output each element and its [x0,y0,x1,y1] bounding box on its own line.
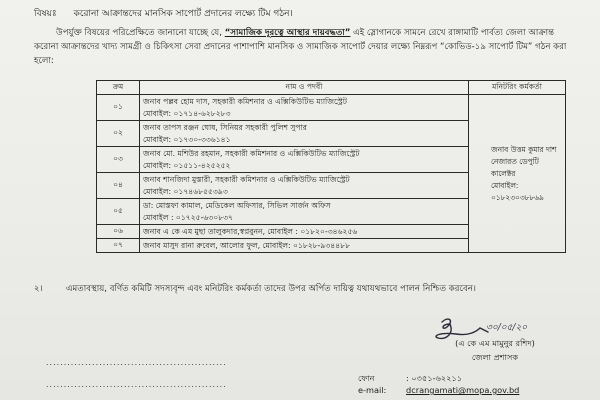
closing-number: ২। [34,284,43,294]
row-serial: ০২ [97,121,140,147]
intro-paragraph [34,26,568,68]
member-name: জনাব মাসুদ রানা রুবেল, আলোর ফুল, মোবাইল: ০১৮২৮-৯৩৪৪৮৮ [143,240,351,250]
row-member [140,199,469,225]
member-name: জনাব এ কে এম মুছা তালুকদার,স্বপ্নবুনন, মোবাইল : ০১৮২০-৩৪৬২৫৬ [143,226,358,236]
slogan-text: “সামাজিক দূরত্বে আস্থার দায়বদ্ধতা” [224,28,351,38]
email-row [358,384,519,396]
table-header-row [97,81,566,95]
subject-label: বিষয়ঃ [34,9,57,19]
row-member [140,121,469,147]
subject-line [34,6,293,21]
closing-paragraph [34,282,568,296]
row-serial: ০৬ [97,225,140,239]
member-name: জনাব তাপস রঞ্জন ঘোষ, সিনিয়র সহকারী পুলিশ সুপার [143,122,307,132]
header-monitor: মনিটরিং কর্মকর্তা [469,81,566,95]
table-row [97,95,566,121]
phone-number: : ০৩৫১-৬২২১১ [406,373,463,383]
member-name: জনাব মো. মশিউর রহমান, সহকারী কমিশনার ও এক্সিকিউটিভ ম্যাজিস্ট্রেট [143,148,360,158]
signatory-block [420,336,570,364]
row-serial: ০৭ [97,239,140,253]
member-mobile: মোবাইল: ০১৭৩০-৩৩৬১৪১ [143,134,231,144]
intro-part2: এই স্লোগানকে সামনে রেখে রাঙ্গামাটি পার্বত্য জেলা আক্রান্ত করোনা আক্রান্তদের খাদ্য সামগ্রী ও চিকিৎসা সেবা প্রদানের পাশাপাশি মানসিক ও সামাজিক সাপোর্ট দেয়ার লক্ষ্যে নিম্নরূপ “কোভিড-১৯ সাপোর্ট টিম” গঠন করা হলো: [34,28,567,66]
row-member [140,239,469,253]
row-member [140,95,469,121]
header-name: নাম ও পদবী [140,81,469,95]
member-name: জনাব পল্লব হোম দাস, সহকারী কমিশনার ও এক্সিকিউটিভ ম্যাজিস্ট্রেট [143,96,347,106]
member-name: জনাব শানজিদা মুস্তারী, সহকারী কমিশনার ও এক্সিকিউটিভ ম্যাজিস্ট্রেট [143,174,350,184]
dotted-line: ................................................... [46,358,227,367]
email-label: e-mail: [358,385,387,395]
member-name: ডা: মোস্তফা কামাল, মেডিকেল অফিসার, সিভিল সার্জন অফিস [143,200,331,210]
row-serial: ০৪ [97,173,140,199]
intro-part1: উপর্যুক্ত বিষয়ের পরিপ্রেক্ষিতে জানানো যাচ্ছে যে, [56,28,225,38]
row-member [140,147,469,173]
subject-text: করোনা আক্রান্তদের মানসিক সাপোর্ট প্রদানের লক্ষ্যে টিম গঠন। [73,9,293,19]
row-member [140,225,469,239]
monitoring-officer [469,95,566,253]
row-member [140,173,469,199]
monitor-mobile: মোবাইল: ০১৮২৩০৩৮৮৬৯ [491,180,544,202]
closing-text: এমতাবস্থায়, বর্ণিত কমিটি সদস্যবৃন্দ এবং মনিটরিং কর্মকর্তা তাদের উপর অর্পিত দায়িত্ব যথাযথভাবে পালন নিশ্চিত করবেন। [66,284,476,294]
dotted-line: ................................................... [46,380,227,389]
row-serial: ০৩ [97,147,140,173]
member-mobile: মোবাইল: ০১৭১৪-৬২৮২৮৩ [143,108,231,118]
header-serial: ক্রম [97,81,140,95]
monitor-name: জনাব উত্তম কুমার দাশ [491,144,557,154]
member-mobile: মোবাইল: ০১৭৪৬৮৫৫৩৯৩ [143,186,228,196]
monitor-title: নেজারত ডেপুটি কালেক্টর [491,156,539,178]
contact-block [358,372,519,396]
signatory-title: জেলা প্রশাসক [471,352,519,362]
row-serial: ০১ [97,95,140,121]
email-address: dcrangamati@mopa.gov.bd [406,385,520,395]
member-mobile: মোবাইল : ০১৭২৫-৬৩০৮৩৭ [143,212,233,222]
phone-row [358,372,519,384]
row-serial: ০৫ [97,199,140,225]
phone-label: ফোন [358,373,375,383]
team-table [96,80,566,253]
member-mobile: মোবাইল: ০১৫১১-৪২৫২৫২ [143,160,231,170]
signatory-name: (এ কে এম মামুনুর রশিদ) [455,338,535,348]
signature-date: ৩০/০৫/২০ [486,323,528,333]
